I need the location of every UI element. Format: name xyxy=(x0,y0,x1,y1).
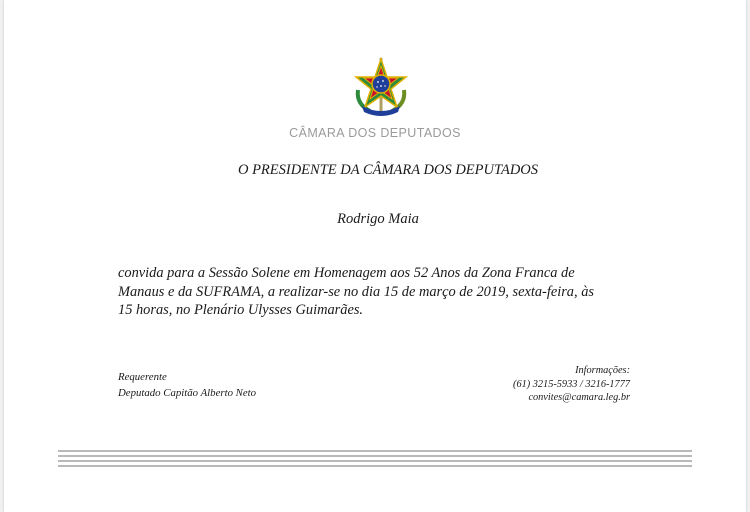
info-email: convites@camara.leg.br xyxy=(528,392,630,403)
brazil-coat-of-arms-icon xyxy=(350,56,412,118)
contact-info xyxy=(513,364,630,405)
info-label: Informações: xyxy=(575,365,630,376)
invitation-page xyxy=(4,0,746,512)
institution-name: CÂMARA DOS DEPUTADOS xyxy=(289,126,461,140)
divider xyxy=(58,455,692,457)
info-phone: (61) 3215-5933 / 3216-1777 xyxy=(513,378,630,390)
requester-label: Requerente xyxy=(118,371,167,383)
body-line: convida para a Sessão Solene em Homenagem aos 52 Anos da Zona Franca de xyxy=(118,265,575,281)
requester-block xyxy=(118,369,256,401)
divider xyxy=(58,460,692,462)
divider xyxy=(58,465,692,467)
host-name: Rodrigo Maia xyxy=(337,211,419,227)
divider xyxy=(58,450,692,452)
requester-name: Deputado Capitão Alberto Neto xyxy=(118,387,257,399)
body-line: 15 horas, no Plenário Ulysses Guimarães. xyxy=(118,302,364,318)
footer-rules xyxy=(58,450,692,470)
invitation-body xyxy=(118,264,638,320)
invitation-title: O PRESIDENTE DA CÂMARA DOS DEPUTADOS xyxy=(237,162,539,178)
body-line: Manaus e da SUFRAMA, a realizar-se no dia 15 de março de 2019, sexta-feira, às xyxy=(118,283,594,300)
